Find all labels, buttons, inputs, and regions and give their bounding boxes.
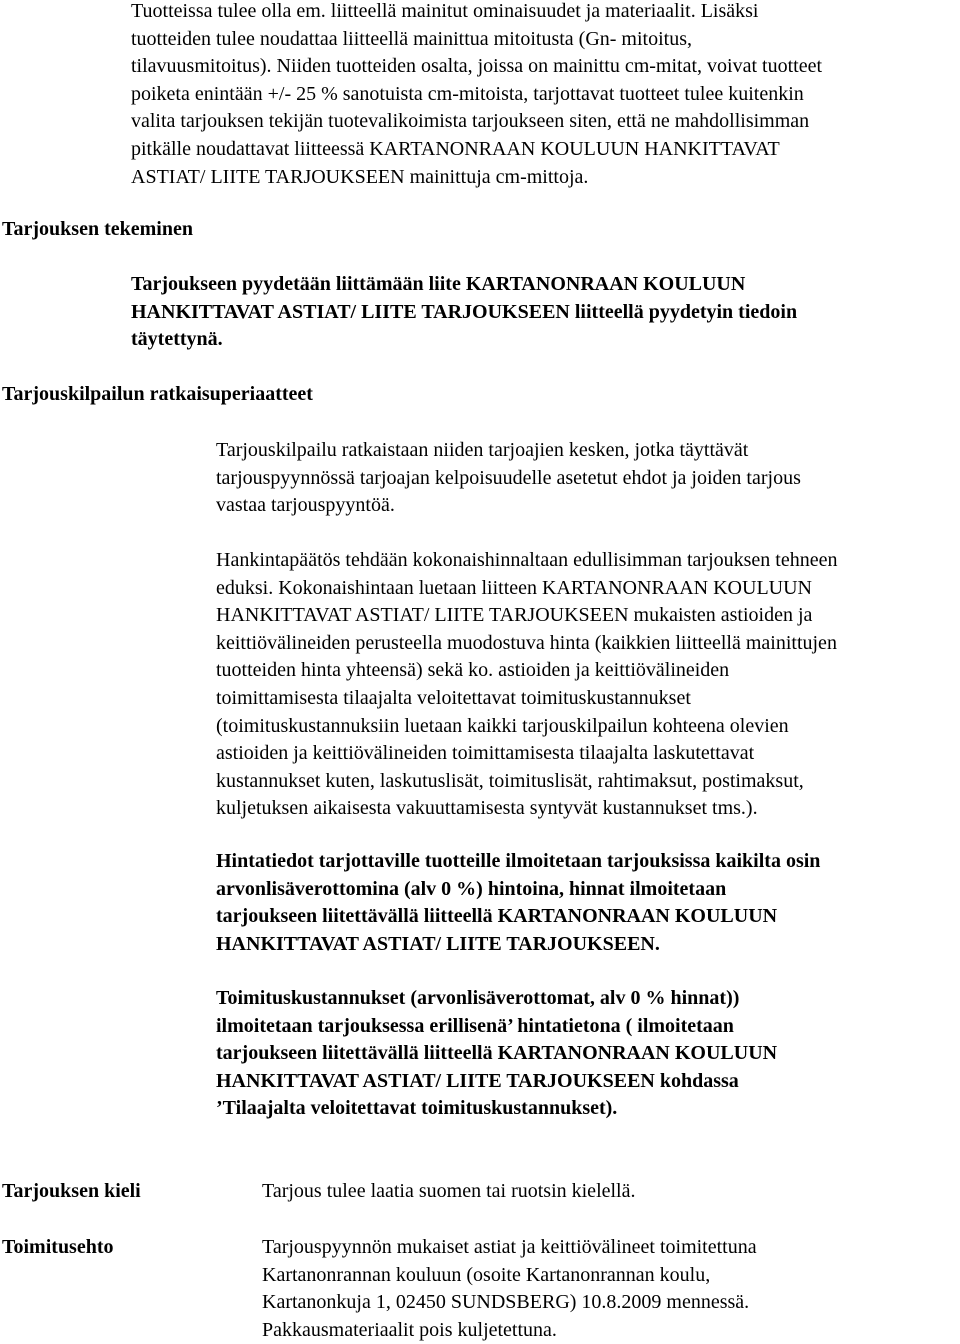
text-line: tarjoukseen liitettävällä liitteellä KARTANONRAAN KOULUUN bbox=[216, 1042, 778, 1065]
intro-line: poiketa enintään +/- 25 % sanotuista cm-mitoista, tarjottavat tuotteet tulee kuitenkin bbox=[131, 82, 804, 105]
text-line: Kartanonrannan kouluun (osoite Kartanonrannan koulu, bbox=[262, 1263, 711, 1286]
text-line: Tarjouskilpailu ratkaistaan niiden tarjoajien kesken, jotka täyttävät bbox=[216, 439, 749, 461]
text-line: Tarjouspyynnön mukaiset astiat ja keittiövälineet toimitettuna bbox=[262, 1236, 757, 1258]
ratkaisu-paragraph-1 bbox=[216, 437, 956, 520]
text-line: Hankintapäätös tehdään kokonaishinnaltaan edullisimman tarjouksen tehneen bbox=[216, 549, 838, 571]
intro-line: Tuotteissa tulee olla em. liitteellä mainitut ominaisuudet ja materiaalit. Lisäksi bbox=[131, 0, 759, 22]
text-line: Hintatiedot tarjottaville tuotteille ilmoitetaan tarjouksissa kaikilta osin bbox=[216, 850, 821, 872]
text-line: HANKITTAVAT ASTIAT/ LIITE TARJOUKSEEN kohdassa bbox=[216, 1069, 739, 1092]
text-line: keittiövälineiden perusteella muodostuva hinta (kaikkien liitteellä mainittujen bbox=[216, 631, 837, 654]
heading-tarjouksen-kieli: Tarjouksen kieli bbox=[2, 1180, 141, 1202]
ratkaisu-paragraph-2 bbox=[216, 547, 956, 823]
intro-line: ASTIAT/ LIITE TARJOUKSEEN mainittuja cm-mittoja. bbox=[131, 165, 589, 188]
text-line: HANKITTAVAT ASTIAT/ LIITE TARJOUKSEEN liitteellä pyydetyin tiedoin bbox=[131, 300, 798, 323]
text-line: (toimituskustannuksiin luetaan kaikki tarjouskilpailun kohteena olevien bbox=[216, 714, 789, 737]
ratkaisu-paragraph-hintatiedot bbox=[216, 848, 956, 958]
text-line: eduksi. Kokonaishintaan luetaan liitteen KARTANONRAAN KOULUUN bbox=[216, 576, 812, 599]
text-line: täytettynä. bbox=[131, 328, 223, 351]
text-line: ilmoitetaan tarjouksessa erillisenä’ hintatietona ( ilmoitetaan bbox=[216, 1014, 734, 1037]
text-line: kustannukset kuten, laskutuslisät, toimituslisät, rahtimaksut, postimaksut, bbox=[216, 769, 804, 792]
text-line: Toimituskustannukset (arvonlisäverottomat, alv 0 % hinnat)) bbox=[216, 987, 740, 1009]
text-line: Tarjoukseen pyydetään liittämään liite KARTANONRAAN KOULUUN bbox=[131, 273, 746, 295]
text-line: Tarjous tulee laatia suomen tai ruotsin kielellä. bbox=[262, 1180, 636, 1202]
tarjouksen-tekeminen-text bbox=[131, 271, 956, 354]
text-line: ’Tilaajalta veloitettavat toimituskustannukset). bbox=[216, 1097, 618, 1120]
text-line: toimittamisesta tilaajalta veloitettavat toimituskustannukset bbox=[216, 686, 691, 709]
toimitusehto-text bbox=[262, 1234, 952, 1344]
ratkaisu-paragraph-toimituskustannukset bbox=[216, 985, 956, 1123]
text-line: Kartanonkuja 1, 02450 SUNDSBERG) 10.8.2009 mennessä. bbox=[262, 1291, 750, 1314]
intro-line: valita tarjouksen tekijän tuotevalikoimista tarjoukseen siten, että ne mahdollisimman bbox=[131, 110, 810, 133]
tarjouksen-kieli-text bbox=[262, 1178, 952, 1206]
heading-toimitusehto: Toimitusehto bbox=[2, 1236, 114, 1258]
intro-line: pitkälle noudattavat liitteessä KARTANONRAAN KOULUUN HANKITTAVAT bbox=[131, 137, 780, 160]
text-line: tuotteiden hinta yhteensä) sekä ko. astioiden ja keittiövälineiden bbox=[216, 659, 730, 682]
intro-line: tuotteiden tulee noudattaa liitteellä mainittua mitoitusta (Gn- mitoitus, bbox=[131, 27, 692, 50]
text-line: kuljetuksen aikaisesta vakuuttamisesta syntyvät kustannukset tms.). bbox=[216, 797, 758, 820]
text-line: tarjouspyynnössä tarjoajan kelpoisuudelle asetetut ehdot ja joiden tarjous bbox=[216, 466, 801, 489]
text-line: Pakkausmateriaalit pois kuljetettuna. bbox=[262, 1318, 557, 1341]
intro-line: tilavuusmitoitus). Niiden tuotteiden osalta, joissa on mainittu cm-mitat, voivat tuotteet bbox=[131, 55, 823, 78]
intro-paragraph bbox=[131, 0, 956, 191]
heading-ratkaisuperiaatteet: Tarjouskilpailun ratkaisuperiaatteet bbox=[2, 383, 313, 405]
text-line: vastaa tarjouspyyntöä. bbox=[216, 494, 395, 517]
text-line: HANKITTAVAT ASTIAT/ LIITE TARJOUKSEEN mukaisten astioiden ja bbox=[216, 604, 813, 627]
text-line: HANKITTAVAT ASTIAT/ LIITE TARJOUKSEEN. bbox=[216, 932, 660, 955]
text-line: astioiden ja keittiövälineiden toimittamisesta tilaajalta laskutettavat bbox=[216, 742, 755, 765]
heading-tarjouksen-tekeminen: Tarjouksen tekeminen bbox=[2, 218, 193, 240]
text-line: arvonlisäverottomina (alv 0 %) hintoina, hinnat ilmoitetaan bbox=[216, 877, 727, 900]
text-line: tarjoukseen liitettävällä liitteellä KARTANONRAAN KOULUUN bbox=[216, 905, 778, 928]
